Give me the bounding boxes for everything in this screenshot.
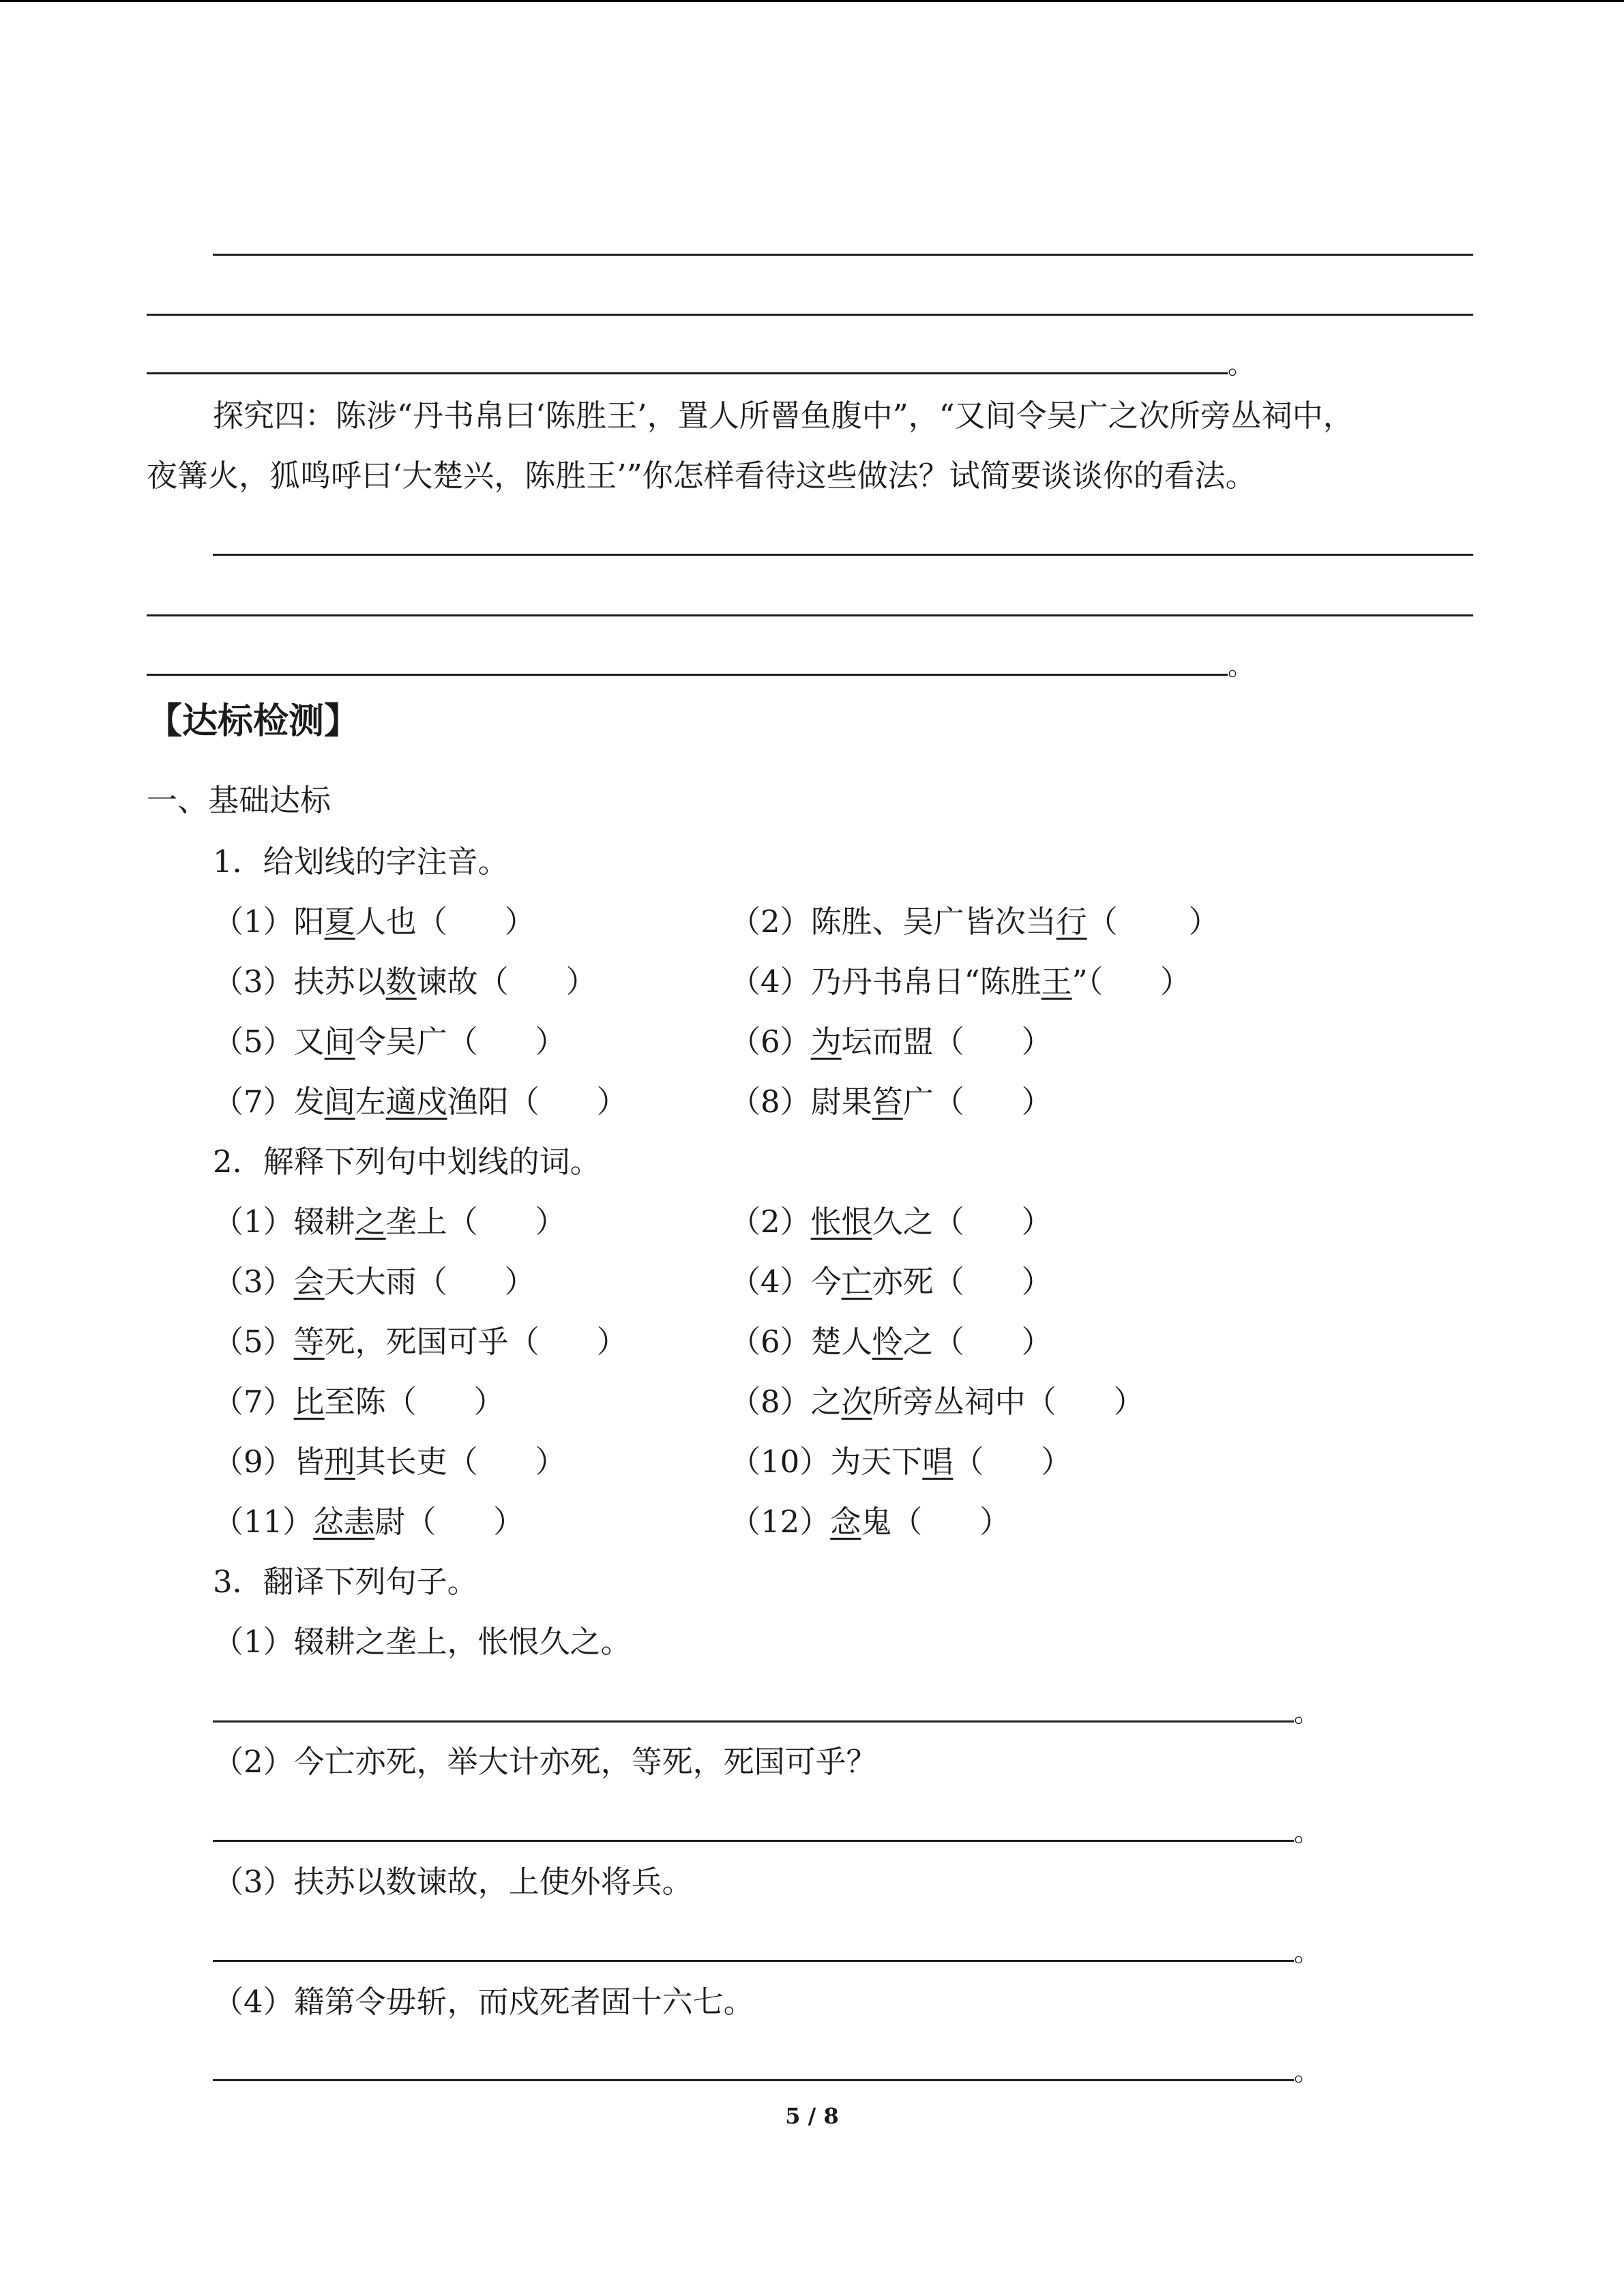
translation-line[interactable]	[213, 1720, 1294, 1723]
end-mark: 。	[1228, 350, 1254, 380]
q1-item: （7）发闾左適戍渔阳（ ）	[213, 1084, 628, 1120]
q1-item: （4）乃丹书帛日“陈胜王”（ ）	[730, 964, 1192, 1000]
q3-sentence: （2）今亡亦死，举大计亦死，等死，死国可乎？	[213, 1744, 877, 1780]
translation-line[interactable]	[213, 1960, 1294, 1962]
q2-item: （8）之次所旁丛祠中（ ）	[730, 1384, 1145, 1420]
end-mark: 。	[1228, 651, 1254, 681]
q2-item: （9）皆刑其长吏（ ）	[213, 1444, 566, 1480]
q1-item: （3）扶苏以数谏故（ ）	[213, 964, 597, 1000]
answer-line[interactable]	[147, 314, 1473, 316]
q3-sentence: （3）扶苏以数谏故，上使外将兵。	[213, 1864, 693, 1900]
answer-line[interactable]	[147, 674, 1228, 676]
q3-title: 3．翻译下列句子。	[213, 1564, 478, 1600]
q2-title: 2．解释下列句中划线的词。	[213, 1144, 601, 1180]
q1-item: （2）陈胜、吴广皆次当行（ ）	[730, 904, 1220, 940]
q2-item: （10）为天下唱（ ）	[730, 1444, 1072, 1480]
answer-line[interactable]	[213, 254, 1473, 256]
q2-item: （7）比至陈（ ）	[213, 1384, 505, 1420]
explore-four-line-2: 夜篝火，狐鸣呼曰‘大楚兴，陈胜王’”你怎样看待这些做法？试简要谈谈你的看法。	[147, 458, 1256, 494]
q3-sentence: （1）辍耕之垄上，怅恨久之。	[213, 1624, 632, 1660]
q1-title: 1．给划线的字注音。	[213, 844, 509, 880]
q1-item: （1）阳夏人也（ ）	[213, 904, 535, 940]
end-mark: 。	[1294, 1817, 1320, 1847]
explore-four-line-1: 探究四：陈涉“丹书帛曰‘陈胜王’，置人所罾鱼腹中”，“又间令吴广之次所旁丛祠中，	[213, 398, 1354, 434]
answer-line[interactable]	[147, 372, 1228, 374]
q1-item: （8）尉果笞广（ ）	[730, 1084, 1052, 1120]
translation-line[interactable]	[213, 1840, 1294, 1842]
q2-item: （12）念鬼（ ）	[730, 1504, 1011, 1540]
answer-line[interactable]	[213, 554, 1473, 556]
q1-item: （6）为坛而盟（ ）	[730, 1024, 1052, 1060]
q2-item: （3）会天大雨（ ）	[213, 1264, 535, 1300]
q2-item: （6）楚人怜之（ ）	[730, 1324, 1052, 1360]
q2-item: （11）忿恚尉（ ）	[213, 1504, 525, 1540]
part-one-title: 一、基础达标	[147, 782, 331, 818]
q2-item: （4）今亡亦死（ ）	[730, 1264, 1052, 1300]
q2-item: （2）怅恨久之（ ）	[730, 1204, 1052, 1240]
q3-sentence: （4）籍第令毋斩，而戍死者固十六七。	[213, 1984, 754, 2020]
answer-line[interactable]	[147, 614, 1473, 616]
q2-item: （5）等死，死国可乎（ ）	[213, 1324, 628, 1360]
q1-item: （5）又间令吴广（ ）	[213, 1024, 566, 1060]
end-mark: 。	[1294, 1937, 1320, 1967]
top-border	[0, 0, 1624, 2]
end-mark: 。	[1294, 2057, 1320, 2087]
page-number: 5 / 8	[785, 2103, 839, 2129]
section-title: 【达标检测】	[147, 701, 360, 742]
q2-item: （1）辍耕之垄上（ ）	[213, 1204, 566, 1240]
end-mark: 。	[1294, 1698, 1320, 1728]
translation-line[interactable]	[213, 2079, 1294, 2081]
